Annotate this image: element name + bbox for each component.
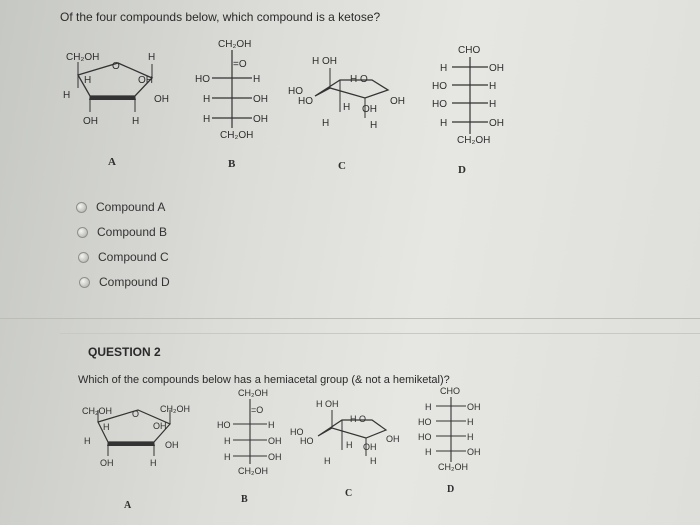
divider	[0, 318, 700, 319]
chem-label: HO	[300, 436, 314, 446]
chem-label: H	[440, 118, 448, 129]
chem-label: CH₂OH	[457, 135, 491, 146]
chem-label: H	[370, 120, 378, 131]
chem-label: OH	[138, 75, 153, 86]
chem-label: H	[132, 116, 140, 127]
chem-label: H O	[350, 74, 368, 85]
chem-label: HO	[288, 86, 303, 97]
chem-label: H O	[350, 414, 367, 424]
compound-label-a: A	[108, 156, 116, 168]
chem-label: OH	[83, 116, 98, 127]
chem-label: CH₂OH	[238, 388, 268, 398]
option-label: Compound C	[98, 250, 169, 264]
chem-label: OH	[489, 118, 504, 129]
chem-label: HO	[298, 96, 313, 107]
structure-a	[63, 52, 169, 127]
chem-label: OH	[268, 452, 282, 462]
structure-c	[288, 56, 405, 131]
chem-label: OH	[390, 96, 405, 107]
question2-structures	[0, 380, 700, 525]
chem-label: H	[148, 52, 156, 63]
option-label: Compound A	[96, 200, 166, 214]
chem-label: OH	[153, 421, 167, 431]
radio-button[interactable]	[77, 227, 88, 238]
compound-label-c: C	[345, 488, 353, 499]
chem-label: OH	[386, 434, 400, 444]
chem-label: H	[440, 63, 448, 74]
chem-label: H	[84, 75, 92, 86]
chem-label: H	[343, 102, 351, 113]
chem-label: OH	[154, 94, 169, 105]
structure-d	[418, 386, 481, 472]
chem-label: O	[112, 61, 120, 72]
question2-heading: QUESTION 2	[88, 345, 161, 359]
chem-label: H	[425, 447, 432, 457]
chem-label: H OH	[312, 56, 337, 67]
chem-label: CHO	[458, 45, 481, 56]
chem-label: =O	[251, 405, 264, 415]
chem-label: H	[467, 432, 474, 442]
chem-label: H	[489, 99, 497, 110]
chem-label: OH	[100, 458, 114, 468]
chem-label: H	[150, 458, 157, 468]
chem-label: OH	[268, 436, 282, 446]
chem-label: CH₂OH	[82, 406, 112, 416]
structure-b	[195, 39, 268, 141]
chem-label: CH₂OH	[66, 52, 100, 63]
compound-label-a: A	[124, 500, 132, 511]
chem-label: OH	[467, 402, 481, 412]
chem-label: H	[467, 417, 474, 427]
option-compound-d[interactable]	[79, 275, 170, 289]
option-compound-c[interactable]	[78, 250, 169, 264]
chem-label: OH	[253, 94, 268, 105]
chem-label: OH	[165, 440, 179, 450]
option-label: Compound B	[97, 225, 168, 239]
chem-label: CH₂OH	[218, 39, 252, 50]
chem-label: H	[63, 90, 71, 101]
chem-label: CHO	[440, 386, 460, 396]
structure-a	[82, 404, 190, 468]
chem-label: H	[203, 114, 211, 125]
question1-text: Of the four compounds below, which compound is a ketose?	[60, 10, 381, 24]
compound-label-c: C	[338, 160, 346, 172]
chem-label: OH	[467, 447, 481, 457]
structure-c	[290, 399, 400, 466]
question1-structures	[0, 0, 700, 200]
chem-label: CH₂OH	[220, 130, 254, 141]
chem-label: HO	[418, 432, 432, 442]
option-compound-b[interactable]	[77, 225, 167, 239]
divider	[60, 333, 700, 334]
chem-label: CH₂OH	[238, 466, 268, 476]
radio-button[interactable]	[76, 202, 87, 213]
structure-b	[217, 388, 282, 476]
chem-label: HO	[432, 81, 447, 92]
radio-button[interactable]	[79, 277, 90, 288]
chem-label: H	[224, 436, 231, 446]
chem-label: H	[224, 452, 231, 462]
chem-label: H	[268, 420, 275, 430]
chem-label: HO	[418, 417, 432, 427]
chem-label: H	[103, 422, 110, 432]
chem-label: HO	[290, 427, 304, 437]
chem-label: H	[203, 94, 211, 105]
chem-label: H OH	[316, 399, 339, 409]
chem-label: CH₂OH	[438, 462, 468, 472]
chem-label: HO	[432, 99, 447, 110]
chem-label: OH	[489, 63, 504, 74]
option-label: Compound D	[99, 275, 170, 289]
compound-label-b: B	[228, 158, 236, 170]
chem-label: OH	[363, 442, 377, 452]
question2-text: Which of the compounds below has a hemiacetal group (& not a hemiketal)?	[78, 374, 450, 386]
chem-label: H	[84, 436, 91, 446]
chem-label: =O	[233, 59, 247, 70]
chem-label: OH	[253, 114, 268, 125]
compound-label-d: D	[458, 164, 466, 176]
option-compound-a[interactable]	[76, 200, 165, 214]
chem-label: CH₂OH	[160, 404, 190, 414]
chem-label: HO	[195, 74, 210, 85]
radio-button[interactable]	[78, 252, 89, 263]
chem-label: H	[346, 440, 353, 450]
chem-label: H	[253, 74, 261, 85]
chem-label: OH	[362, 104, 377, 115]
chem-label: H	[322, 118, 330, 129]
chem-label: H	[370, 456, 377, 466]
chem-label: O	[132, 409, 140, 419]
chem-label: H	[489, 81, 497, 92]
compound-label-d: D	[447, 484, 455, 495]
compound-label-b: B	[241, 494, 248, 505]
chem-label: H	[324, 456, 331, 466]
chem-label: HO	[217, 420, 231, 430]
chem-label: H	[425, 402, 432, 412]
structure-d	[432, 45, 504, 146]
